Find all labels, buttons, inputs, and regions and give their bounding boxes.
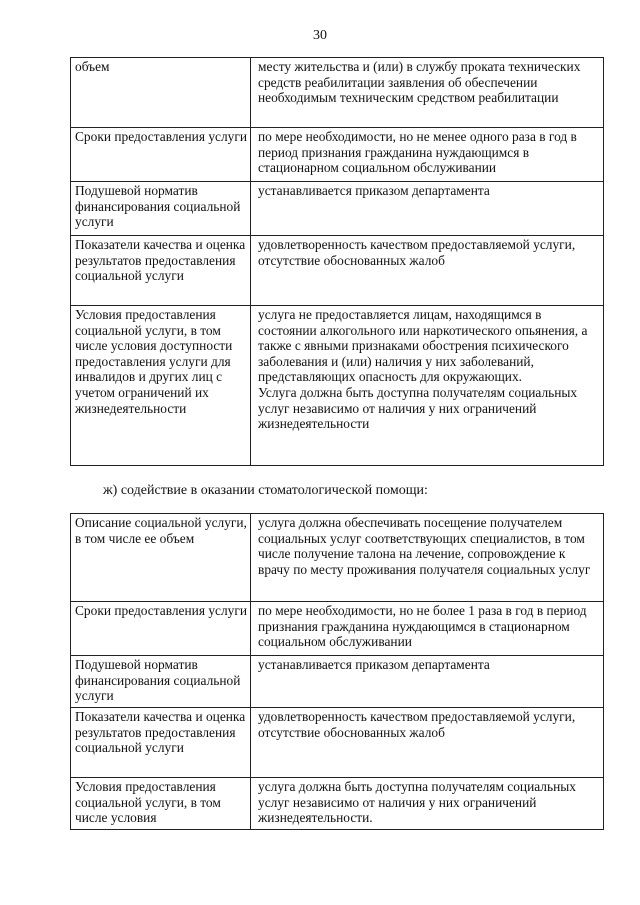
row-label: Показатели качества и оценка результатов предоставления социальной услуги [71,236,251,306]
row-value [251,58,604,128]
table-row [71,708,604,778]
table-row [71,778,604,830]
row-value-text: удовлетворенность качеством предоставляемой услуги, отсутствие обоснованных жалоб [258,709,576,740]
row-value [251,128,604,182]
row-label: Сроки предоставления услуги [71,602,251,656]
row-value-text: удовлетворенность качеством предоставляемой услуги, отсутствие обоснованных жалоб [258,237,576,268]
row-label: Подушевой норматив финансирования социальной услуги [71,182,251,236]
table-row [71,306,604,466]
table-row [71,514,604,602]
row-value [251,306,604,466]
table-row [71,656,604,708]
section-subheading: ж) содействие в оказании стоматологической помощи: [103,483,428,498]
service-table-2 [70,513,604,830]
row-value-text: по мере необходимости, но не менее одного раза в год в период признания гражданина нуждающимся в стационарном социальном обслуживании [258,129,577,176]
row-label: Условия предоставления социальной услуги, в том числе условия доступности предоставления услуги для инвалидов и других лиц с учетом ограничений их жизнедеятельности [71,306,251,466]
row-label: Условия предоставления социальной услуги, в том числе условия [71,778,251,830]
row-value [251,514,604,602]
row-value-text: устанавливается приказом департамента [258,657,490,672]
table-row [71,602,604,656]
row-value-text: услуга не предоставляется лицам, находящимся в состоянии алкогольного или наркотического опьянения, а также с явными признаками обострения психического заболевания и (или) наличия у них заболеваний, представляющих опасность для окружающих. [258,307,588,385]
table-row [71,182,604,236]
row-label: Сроки предоставления услуги [71,128,251,182]
row-value [251,182,604,236]
row-label: Подушевой норматив финансирования социальной услуги [71,656,251,708]
row-value-text: услуга должна обеспечивать посещение получателем социальных услуг соответствующих специалистов, в том числе получение талона на лечение, сопровождение к врачу по месту проживания получателя социальных услуг [258,515,591,577]
row-value [251,236,604,306]
row-value-text: по мере необходимости, но не более 1 раза в год в период признания гражданина нуждающимся в стационарном социальном обслуживании [258,603,587,650]
page-number: 30 [313,28,327,43]
table-row [71,58,604,128]
row-value-text: Услуга должна быть доступна получателям социальных услуг независимо от наличия у них ограничений жизнедеятельности [258,384,578,432]
row-value [251,778,604,830]
row-label: Показатели качества и оценка результатов предоставления социальной услуги [71,708,251,778]
row-label: Описание социальной услуги, в том числе ее объем [71,514,251,602]
row-value [251,708,604,778]
table-row [71,236,604,306]
row-value [251,656,604,708]
row-value [251,602,604,656]
row-value-text: месту жительства и (или) в службу проката технических средств реабилитации заявления об обеспечении необходимым техническим средством реабилитации [258,59,581,106]
row-value-text: услуга должна быть доступна получателям социальных услуг независимо от наличия у них ограничений жизнедеятельности. [258,779,576,826]
row-label: объем [71,58,251,128]
row-value-text: устанавливается приказом департамента [258,183,490,198]
service-table-1 [70,57,604,466]
table-row [71,128,604,182]
